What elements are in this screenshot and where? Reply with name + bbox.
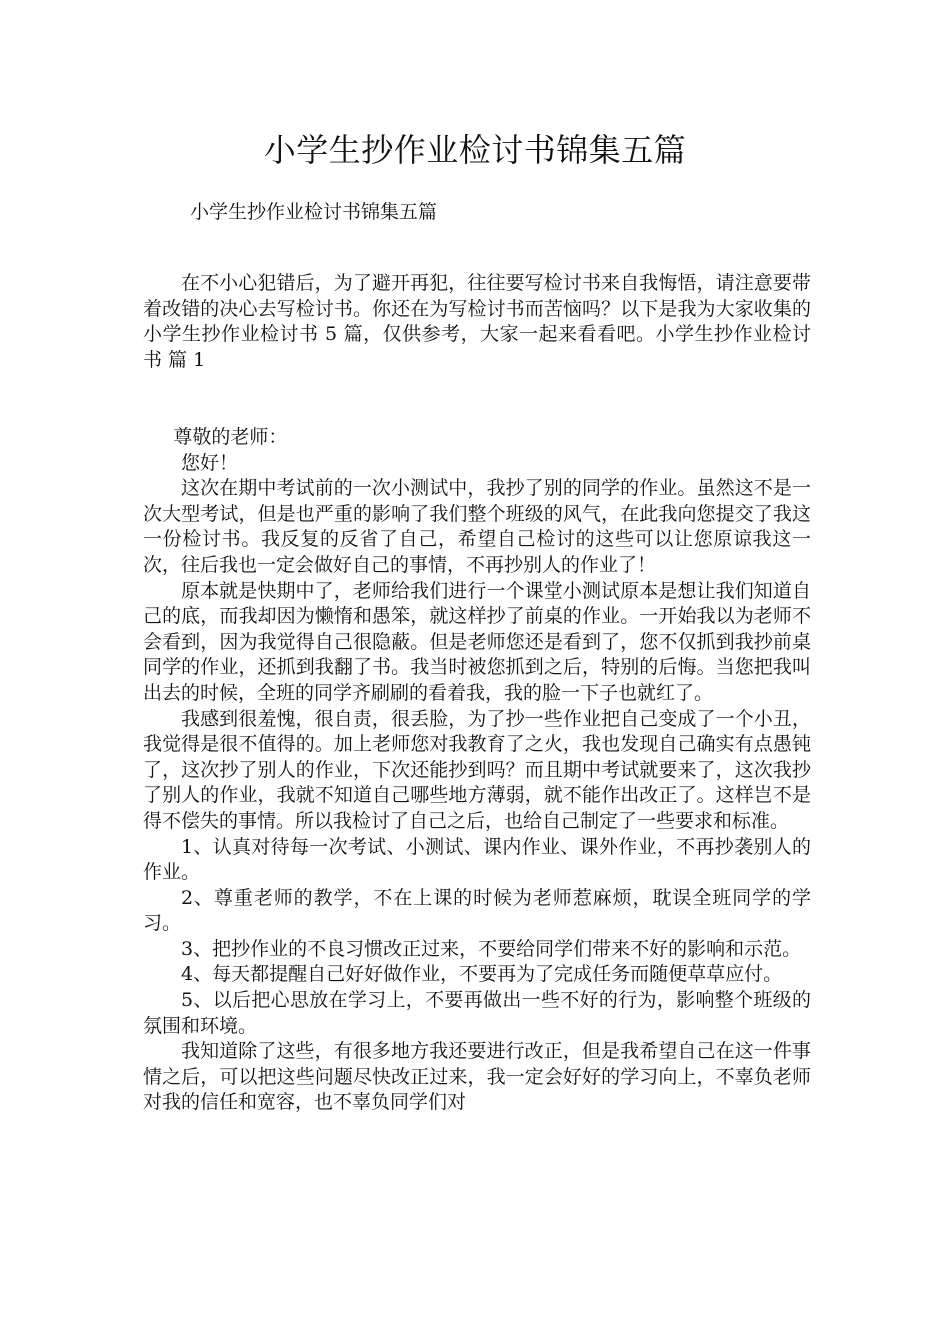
letter-section bbox=[143, 425, 811, 1116]
greeting: 您好！ bbox=[181, 451, 239, 474]
body-paragraph: 原本就是快期中了，老师给我们进行一个课堂小测试原本是想让我们知道自己的底，而我却因为懒惰和愚笨，就这样抄了前桌的作业。一开始我以为老师不会看到，因为我觉得自己很隐蔽。但是老师您还是看到了，您不仅抓到我抄前桌同学的作业，还抓到我翻了书。我当时被您抓到之后，特别的后悔。当您把我叫出去的时候，全班的同学齐刷刷的看着我，我的脸一下子也就红了。 bbox=[143, 579, 811, 704]
document-title: 小学生抄作业检讨书锦集五篇 bbox=[263, 131, 687, 169]
list-item: 4、每天都提醒自己好好做作业，不要再为了完成任务而随便草草应付。 bbox=[181, 963, 783, 986]
list-item: 2、尊重老师的教学，不在上课的时候为老师惹麻烦，耽误全班同学的学习。 bbox=[143, 886, 811, 935]
list-item: 5、以后把心思放在学习上，不要再做出一些不好的行为，影响整个班级的氛围和环境。 bbox=[143, 989, 811, 1037]
list-item: 3、把抄作业的不良习惯改正过来，不要给同学们带来不好的影响和示范。 bbox=[181, 937, 802, 960]
body-paragraph: 这次在期中考试前的一次小测试中，我抄了别的同学的作业。虽然这不是一次大型考试，但是也严重的影响了我们整个班级的风气，在此我向您提交了我这一份检讨书。我反复的反省了自己，希望自己检讨的这些可以让您原谅我这一次，往后我也一定会做好自己的事情，不再抄别人的作业了！ bbox=[143, 477, 811, 576]
salutation: 尊敬的老师： bbox=[173, 426, 288, 448]
body-paragraph: 我感到很羞愧，很自责，很丢脸，为了抄一些作业把自己变成了一个小丑，我觉得是很不值得的。加上老师您对我教育了之火，我也发现自己确实有点愚钝了，这次抄了别人的作业，下次还能抄到吗？而且期中考试就要来了，这次我抄了别人的作业，我就不知道自己哪些地方薄弱，就不能作出改正了。这样岂不是得不偿失的事情。所以我检讨了自己之后，也给自己制定了一些要求和标准。 bbox=[143, 707, 811, 832]
list-item: 1、认真对待每一次考试、小测试、课内作业、课外作业，不再抄袭别人的作业。 bbox=[143, 835, 811, 884]
body-paragraph: 我知道除了这些，有很多地方我还要进行改正，但是我希望自己在这一件事情之后，可以把这些问题尽快改正过来，我一定会好好的学习向上，不辜负老师对我的信任和宽容，也不辜负同学们对 bbox=[143, 1040, 811, 1114]
intro-paragraph: 在不小心犯错后，为了避开再犯，往往要写检讨书来自我悔悟，请注意要带着改错的决心去写检讨书。你还在为写检讨书而苦恼吗？以下是我为大家收集的小学生抄作业检讨书 5 篇，仅供参考，大家一起来看看吧。小学生抄作业检讨书 篇 1 bbox=[143, 272, 811, 371]
document-subtitle: 小学生抄作业检讨书锦集五篇 bbox=[190, 201, 438, 223]
intro-section bbox=[143, 271, 811, 373]
